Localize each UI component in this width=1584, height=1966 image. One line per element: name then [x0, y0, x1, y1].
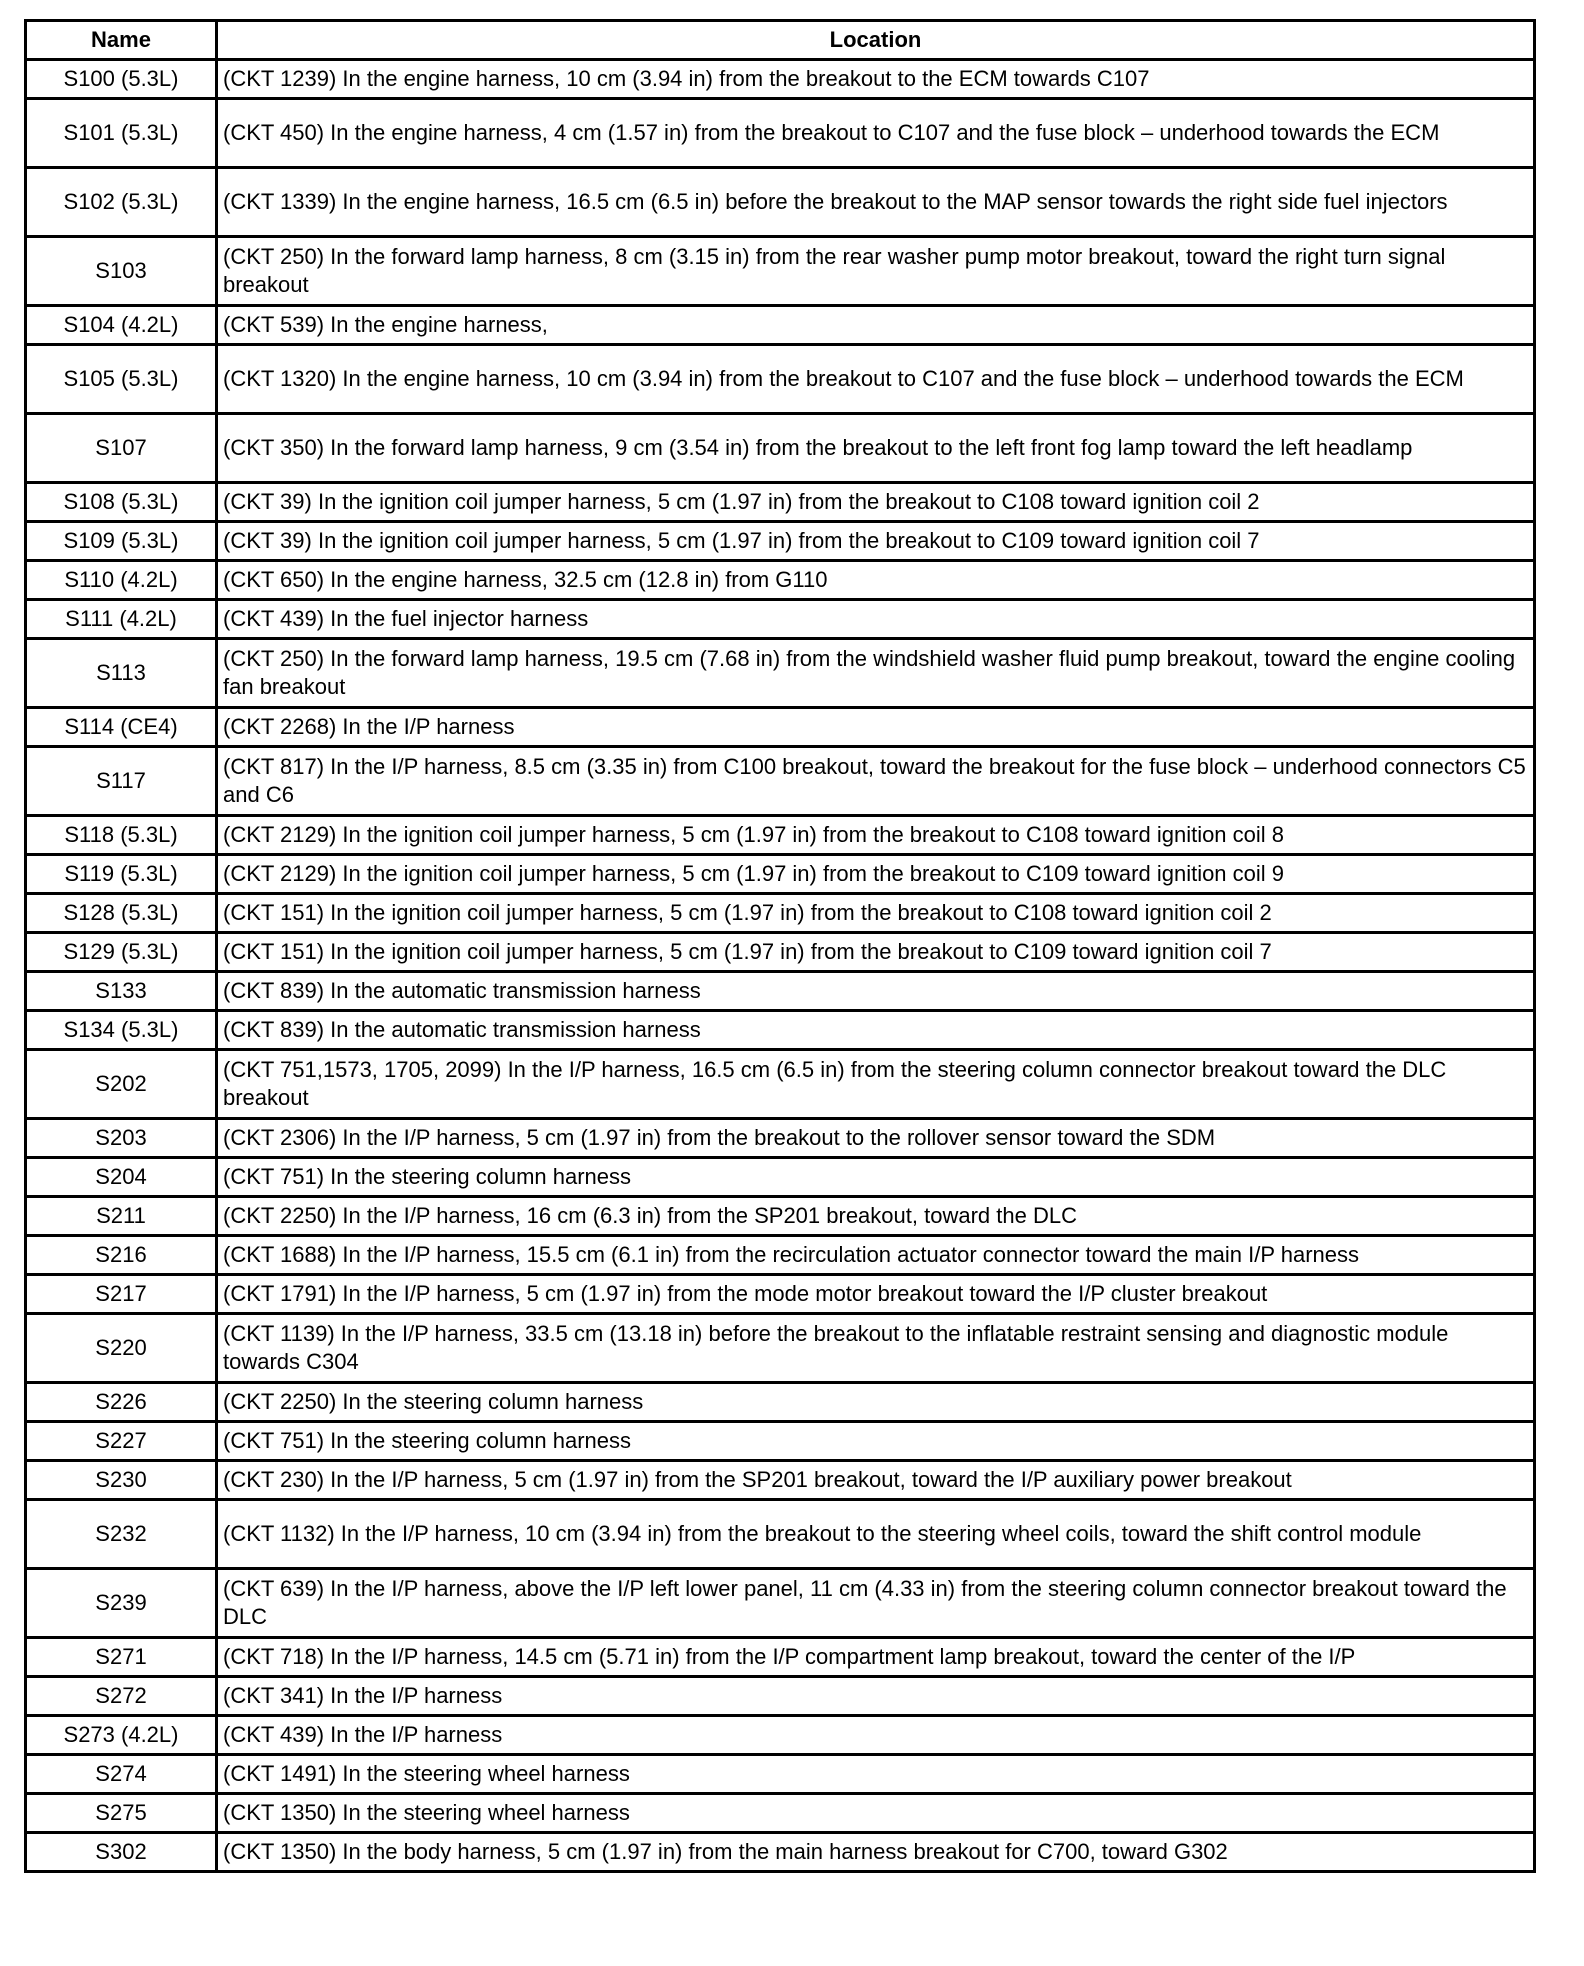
splice-name-cell: S114 (CE4) [26, 708, 217, 747]
splice-location-cell: (CKT 718) In the I/P harness, 14.5 cm (5.71 in) from the I/P compartment lamp breakout, toward the center of the I/P [217, 1638, 1535, 1677]
splice-location-cell: (CKT 350) In the forward lamp harness, 9 cm (3.54 in) from the breakout to the left front fog lamp toward the left headlamp [217, 414, 1535, 483]
table-row [26, 1158, 1535, 1197]
splice-name-cell: S302 [26, 1833, 217, 1872]
table-row [26, 1011, 1535, 1050]
splice-location-cell: (CKT 151) In the ignition coil jumper harness, 5 cm (1.97 in) from the breakout to C109 toward ignition coil 7 [217, 933, 1535, 972]
splice-name-cell: S110 (4.2L) [26, 561, 217, 600]
splice-name-cell: S118 (5.3L) [26, 816, 217, 855]
splice-location-cell: (CKT 151) In the ignition coil jumper harness, 5 cm (1.97 in) from the breakout to C108 toward ignition coil 2 [217, 894, 1535, 933]
column-header-location: Location [217, 21, 1535, 60]
table-row [26, 1236, 1535, 1275]
splice-location-cell: (CKT 1132) In the I/P harness, 10 cm (3.94 in) from the breakout to the steering wheel coils, toward the shift control module [217, 1500, 1535, 1569]
splice-name-cell: S107 [26, 414, 217, 483]
splice-location-cell: (CKT 1239) In the engine harness, 10 cm (3.94 in) from the breakout to the ECM towards C107 [217, 60, 1535, 99]
table-row [26, 306, 1535, 345]
table-row [26, 1461, 1535, 1500]
splice-location-cell: (CKT 2129) In the ignition coil jumper harness, 5 cm (1.97 in) from the breakout to C109 toward ignition coil 9 [217, 855, 1535, 894]
splice-name-cell: S103 [26, 237, 217, 306]
splice-name-cell: S271 [26, 1638, 217, 1677]
table-row [26, 1050, 1535, 1119]
splice-location-cell: (CKT 751) In the steering column harness [217, 1158, 1535, 1197]
table-row [26, 1716, 1535, 1755]
splice-name-cell: S272 [26, 1677, 217, 1716]
table-row [26, 483, 1535, 522]
splice-location-cell: (CKT 1339) In the engine harness, 16.5 cm (6.5 in) before the breakout to the MAP sensor towards the right side fuel injectors [217, 168, 1535, 237]
table-row [26, 1677, 1535, 1716]
table-row [26, 1638, 1535, 1677]
table-row [26, 237, 1535, 306]
splice-name-cell: S102 (5.3L) [26, 168, 217, 237]
table-row [26, 414, 1535, 483]
table-row [26, 1833, 1535, 1872]
splice-location-cell: (CKT 39) In the ignition coil jumper harness, 5 cm (1.97 in) from the breakout to C108 toward ignition coil 2 [217, 483, 1535, 522]
splice-name-cell: S203 [26, 1119, 217, 1158]
splice-name-cell: S239 [26, 1569, 217, 1638]
table-row [26, 522, 1535, 561]
table-row [26, 1794, 1535, 1833]
splice-location-cell: (CKT 1350) In the steering wheel harness [217, 1794, 1535, 1833]
splice-name-cell: S217 [26, 1275, 217, 1314]
splice-location-cell: (CKT 1320) In the engine harness, 10 cm (3.94 in) from the breakout to C107 and the fuse block – underhood towards the ECM [217, 345, 1535, 414]
splice-location-cell: (CKT 439) In the I/P harness [217, 1716, 1535, 1755]
splice-name-cell: S274 [26, 1755, 217, 1794]
splice-location-cell: (CKT 839) In the automatic transmission harness [217, 1011, 1535, 1050]
splice-location-cell: (CKT 1791) In the I/P harness, 5 cm (1.97 in) from the mode motor breakout toward the I/P cluster breakout [217, 1275, 1535, 1314]
splice-name-cell: S108 (5.3L) [26, 483, 217, 522]
header-row [26, 21, 1535, 60]
splice-name-cell: S220 [26, 1314, 217, 1383]
splice-location-cell: (CKT 230) In the I/P harness, 5 cm (1.97 in) from the SP201 breakout, toward the I/P auxiliary power breakout [217, 1461, 1535, 1500]
splice-name-cell: S101 (5.3L) [26, 99, 217, 168]
splice-name-cell: S204 [26, 1158, 217, 1197]
splice-location-cell: (CKT 639) In the I/P harness, above the I/P left lower panel, 11 cm (4.33 in) from the steering column connector breakout toward the DLC [217, 1569, 1535, 1638]
splice-location-cell: (CKT 250) In the forward lamp harness, 19.5 cm (7.68 in) from the windshield washer fluid pump breakout, toward the engine cooling fan breakout [217, 639, 1535, 708]
splice-location-cell: (CKT 1688) In the I/P harness, 15.5 cm (6.1 in) from the recirculation actuator connector toward the main I/P harness [217, 1236, 1535, 1275]
splice-name-cell: S117 [26, 747, 217, 816]
splice-name-cell: S273 (4.2L) [26, 1716, 217, 1755]
table-row [26, 1314, 1535, 1383]
table-row [26, 1569, 1535, 1638]
table-row [26, 816, 1535, 855]
table-row [26, 747, 1535, 816]
splice-location-cell: (CKT 751,1573, 1705, 2099) In the I/P harness, 16.5 cm (6.5 in) from the steering column connector breakout toward the DLC breakout [217, 1050, 1535, 1119]
table-row [26, 60, 1535, 99]
splice-location-cell: (CKT 450) In the engine harness, 4 cm (1.57 in) from the breakout to C107 and the fuse block – underhood towards the ECM [217, 99, 1535, 168]
splice-name-cell: S216 [26, 1236, 217, 1275]
splice-name-cell: S230 [26, 1461, 217, 1500]
splice-location-cell: (CKT 751) In the steering column harness [217, 1422, 1535, 1461]
table-row [26, 99, 1535, 168]
splice-name-cell: S119 (5.3L) [26, 855, 217, 894]
splice-name-cell: S232 [26, 1500, 217, 1569]
table-row [26, 894, 1535, 933]
splice-location-cell: (CKT 439) In the fuel injector harness [217, 600, 1535, 639]
table-row [26, 561, 1535, 600]
splice-name-cell: S211 [26, 1197, 217, 1236]
splice-location-cell: (CKT 2129) In the ignition coil jumper harness, 5 cm (1.97 in) from the breakout to C108 toward ignition coil 8 [217, 816, 1535, 855]
splice-name-cell: S109 (5.3L) [26, 522, 217, 561]
splice-name-cell: S129 (5.3L) [26, 933, 217, 972]
splice-location-cell: (CKT 2306) In the I/P harness, 5 cm (1.97 in) from the breakout to the rollover sensor toward the SDM [217, 1119, 1535, 1158]
table-row [26, 1755, 1535, 1794]
splice-name-cell: S226 [26, 1383, 217, 1422]
table-row [26, 639, 1535, 708]
table-row [26, 855, 1535, 894]
splice-location-table [24, 19, 1536, 1873]
splice-name-cell: S113 [26, 639, 217, 708]
splice-name-cell: S104 (4.2L) [26, 306, 217, 345]
table-row [26, 345, 1535, 414]
splice-location-cell: (CKT 817) In the I/P harness, 8.5 cm (3.35 in) from C100 breakout, toward the breakout for the fuse block – underhood connectors C5 and C6 [217, 747, 1535, 816]
splice-name-cell: S100 (5.3L) [26, 60, 217, 99]
table-row [26, 168, 1535, 237]
splice-location-cell: (CKT 341) In the I/P harness [217, 1677, 1535, 1716]
splice-location-cell: (CKT 1491) In the steering wheel harness [217, 1755, 1535, 1794]
splice-location-cell: (CKT 539) In the engine harness, [217, 306, 1535, 345]
splice-location-cell: (CKT 39) In the ignition coil jumper harness, 5 cm (1.97 in) from the breakout to C109 toward ignition coil 7 [217, 522, 1535, 561]
splice-name-cell: S133 [26, 972, 217, 1011]
splice-name-cell: S202 [26, 1050, 217, 1119]
splice-name-cell: S128 (5.3L) [26, 894, 217, 933]
table-row [26, 600, 1535, 639]
table-row [26, 1422, 1535, 1461]
splice-location-cell: (CKT 2250) In the steering column harness [217, 1383, 1535, 1422]
splice-location-cell: (CKT 2250) In the I/P harness, 16 cm (6.3 in) from the SP201 breakout, toward the DLC [217, 1197, 1535, 1236]
splice-location-cell: (CKT 1350) In the body harness, 5 cm (1.97 in) from the main harness breakout for C700, toward G302 [217, 1833, 1535, 1872]
column-header-name: Name [26, 21, 217, 60]
splice-name-cell: S134 (5.3L) [26, 1011, 217, 1050]
table-row [26, 972, 1535, 1011]
splice-location-cell: (CKT 250) In the forward lamp harness, 8 cm (3.15 in) from the rear washer pump motor breakout, toward the right turn signal breakout [217, 237, 1535, 306]
splice-name-cell: S105 (5.3L) [26, 345, 217, 414]
table-body [26, 60, 1535, 1872]
splice-location-cell: (CKT 2268) In the I/P harness [217, 708, 1535, 747]
splice-location-cell: (CKT 1139) In the I/P harness, 33.5 cm (13.18 in) before the breakout to the inflatable restraint sensing and diagnostic module towards C304 [217, 1314, 1535, 1383]
table-row [26, 708, 1535, 747]
splice-name-cell: S275 [26, 1794, 217, 1833]
table-row [26, 1275, 1535, 1314]
table-row [26, 933, 1535, 972]
table-row [26, 1500, 1535, 1569]
splice-name-cell: S227 [26, 1422, 217, 1461]
table-row [26, 1383, 1535, 1422]
table-row [26, 1197, 1535, 1236]
splice-location-cell: (CKT 650) In the engine harness, 32.5 cm (12.8 in) from G110 [217, 561, 1535, 600]
table-row [26, 1119, 1535, 1158]
splice-location-cell: (CKT 839) In the automatic transmission harness [217, 972, 1535, 1011]
splice-name-cell: S111 (4.2L) [26, 600, 217, 639]
